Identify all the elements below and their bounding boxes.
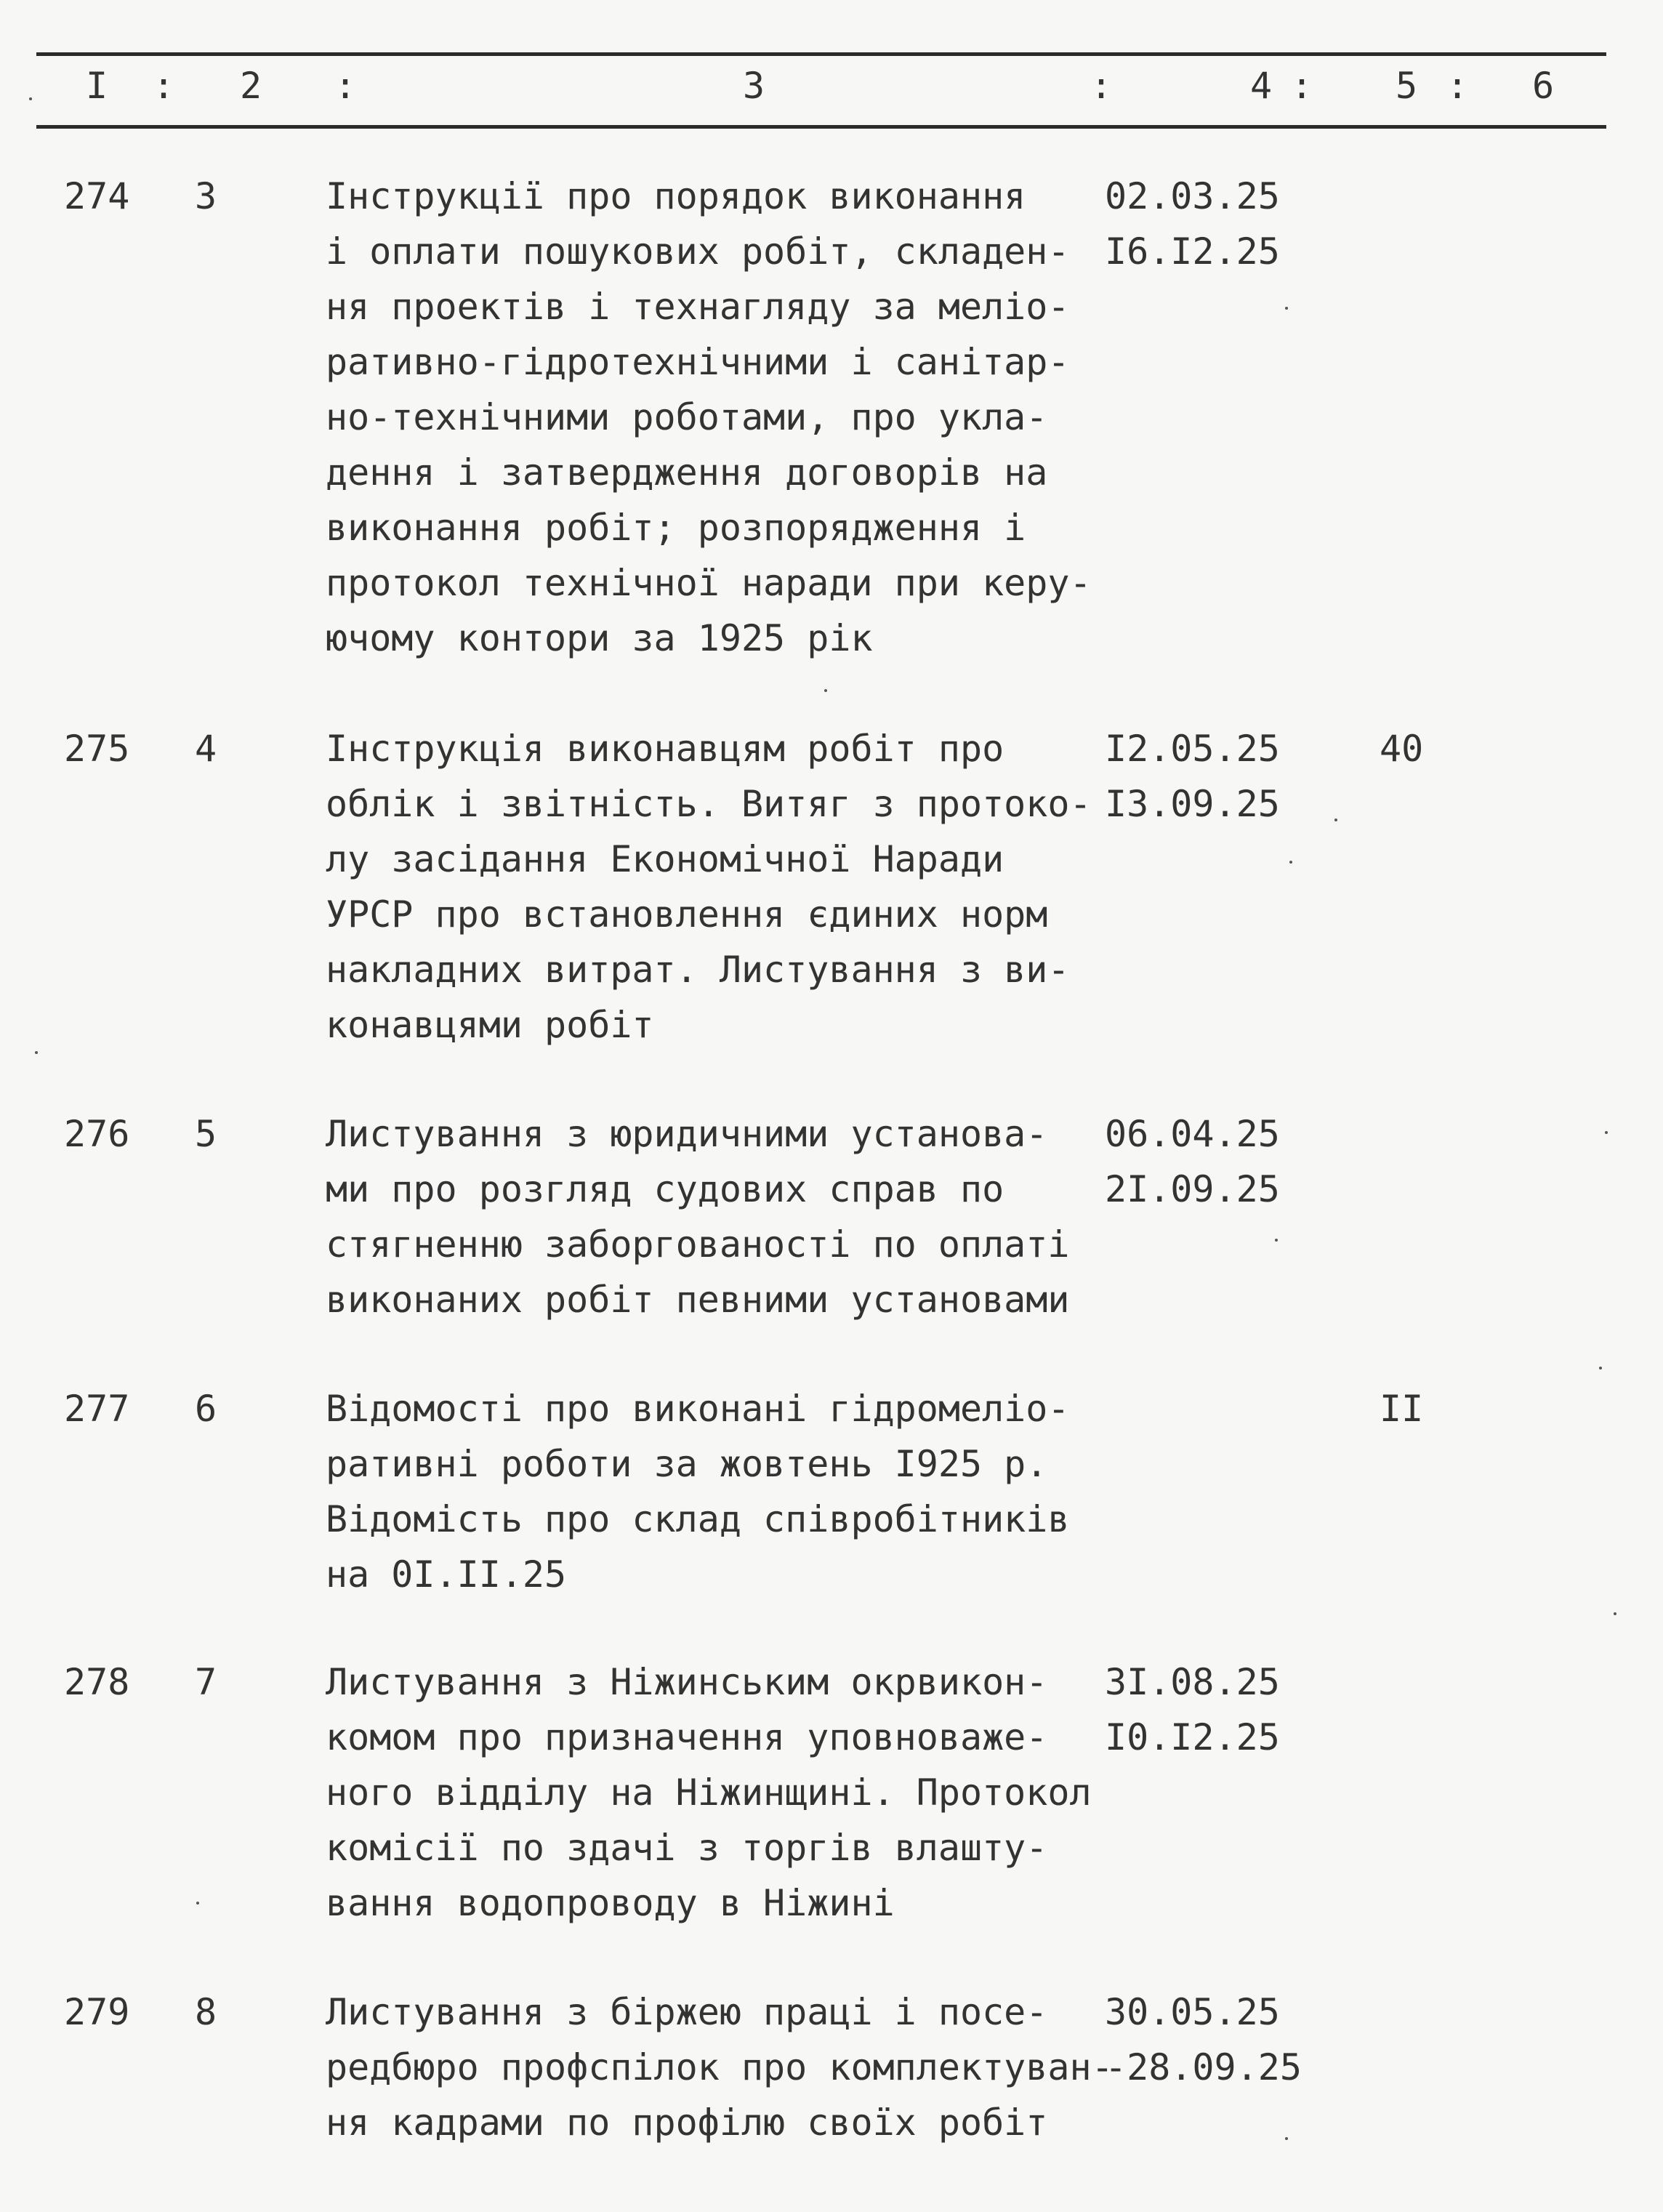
case-title-line: виконання робіт; розпорядження і xyxy=(326,507,1026,549)
date-start: 3I.08.25 xyxy=(1105,1661,1280,1703)
case-title xyxy=(326,169,1140,666)
date-range xyxy=(1105,1984,1302,2095)
ordinal-number: 7 xyxy=(195,1661,217,1703)
case-title-line: накладних витрат. Листування з ви- xyxy=(326,949,1070,991)
header-sep-4: : xyxy=(1291,65,1313,107)
case-title-line: но-технічними роботами, про укла- xyxy=(326,396,1048,438)
case-title-line: ративно-гідротехнічними і санітар- xyxy=(326,341,1070,383)
case-number: 279 xyxy=(64,1991,130,2033)
case-number: 275 xyxy=(64,728,130,770)
case-number: 278 xyxy=(64,1661,130,1703)
case-title-line: ня кадрами по профілю своїх робіт xyxy=(326,2102,1048,2144)
scan-speck xyxy=(1275,1239,1278,1242)
ordinal-number: 8 xyxy=(195,1991,217,2033)
case-title-line: Інструкції про порядок виконання xyxy=(326,175,1026,217)
header-col-4: 4 xyxy=(1250,65,1273,107)
header-sep-1: : xyxy=(153,65,175,107)
case-title-line: на 0I.II.25 xyxy=(326,1553,567,1596)
case-title-line: дення і затвердження договорів на xyxy=(326,451,1048,494)
scan-speck xyxy=(1605,1131,1608,1134)
page-count: II xyxy=(1380,1388,1424,1430)
case-title-line: Відомість про склад співробітників xyxy=(326,1498,1070,1540)
case-title-line: вання водопроводу в Ніжині xyxy=(326,1882,895,1924)
scan-speck xyxy=(1614,1612,1616,1615)
case-title-line: Листування з юридичними установа- xyxy=(326,1113,1048,1155)
case-number: 277 xyxy=(64,1388,130,1430)
case-number: 274 xyxy=(64,175,130,217)
date-start: 06.04.25 xyxy=(1105,1113,1280,1155)
case-title-line: Відомості про виконані гідромеліо- xyxy=(326,1388,1070,1430)
date-range xyxy=(1105,169,1280,279)
case-title xyxy=(326,1106,1140,1327)
case-title-line: протокол технічної наради при керу- xyxy=(326,562,1092,604)
date-range xyxy=(1105,721,1280,832)
header-col-5: 5 xyxy=(1396,65,1418,107)
case-title xyxy=(326,721,1140,1053)
case-title-line: комісії по здачі з торгів влашту- xyxy=(326,1827,1048,1869)
case-title-line: ючому контори за 1925 рік xyxy=(326,617,873,659)
case-title-line: стягненню заборгованості по оплаті xyxy=(326,1223,1070,1266)
scan-speck xyxy=(824,689,827,692)
scan-speck xyxy=(1289,861,1292,864)
header-bottom-rule xyxy=(36,125,1606,129)
case-title xyxy=(326,1984,1140,2150)
date-end: I6.I2.25 xyxy=(1105,230,1280,273)
case-title-line: ративні роботи за жовтень I925 р. xyxy=(326,1443,1048,1485)
header-col-3: 3 xyxy=(743,65,765,107)
case-title-line: ного відділу на Ніжинщині. Протокол xyxy=(326,1771,1092,1814)
header-sep-3: : xyxy=(1090,65,1113,107)
case-title xyxy=(326,1381,1140,1602)
date-end: -28.09.25 xyxy=(1105,2046,1302,2088)
case-title-line: виконаних робіт певними установами xyxy=(326,1279,1070,1321)
scan-speck xyxy=(1285,307,1288,310)
date-end: 2I.09.25 xyxy=(1105,1168,1280,1210)
scan-speck xyxy=(35,1051,38,1054)
case-title-line: Листування з Ніжинським окрвикон- xyxy=(326,1661,1048,1703)
date-start: I2.05.25 xyxy=(1105,728,1280,770)
case-title-line: лу засідання Економічної Наради xyxy=(326,838,1004,880)
ordinal-number: 6 xyxy=(195,1388,217,1430)
header-col-1: I xyxy=(86,65,108,107)
scan-speck xyxy=(196,1902,199,1905)
ordinal-number: 5 xyxy=(195,1113,217,1155)
ordinal-number: 3 xyxy=(195,175,217,217)
scan-speck xyxy=(1285,2137,1288,2140)
ordinal-number: 4 xyxy=(195,728,217,770)
case-title-line: Інструкція виконавцям робіт про xyxy=(326,728,1004,770)
header-col-2: 2 xyxy=(240,65,262,107)
date-start: 02.03.25 xyxy=(1105,175,1280,217)
header-sep-2: : xyxy=(334,65,357,107)
case-title-line: Листування з біржею праці і посе- xyxy=(326,1991,1048,2033)
case-title-line: облік і звітність. Витяг з протоко- xyxy=(326,783,1092,825)
date-range xyxy=(1105,1106,1280,1217)
date-range xyxy=(1105,1654,1280,1765)
header-top-rule xyxy=(36,52,1606,56)
date-start: 30.05.25 xyxy=(1105,1991,1280,2033)
case-title-line: ми про розгляд судових справ по xyxy=(326,1168,1004,1210)
date-end: I3.09.25 xyxy=(1105,783,1280,825)
case-title xyxy=(326,1654,1140,1931)
case-title-line: ня проектів і технагляду за меліо- xyxy=(326,286,1070,328)
case-title-line: редбюро профспілок про комплектуван- xyxy=(326,2046,1114,2088)
header-col-6: 6 xyxy=(1532,65,1555,107)
scan-speck xyxy=(1599,1367,1602,1370)
case-title-line: і оплати пошукових робіт, складен- xyxy=(326,230,1070,273)
case-title-line: комом про призначення уповноваже- xyxy=(326,1716,1048,1758)
scan-speck xyxy=(29,97,32,100)
case-title-line: УРСР про встановлення єдиних норм xyxy=(326,893,1048,936)
scan-speck xyxy=(1334,819,1337,821)
case-number: 276 xyxy=(64,1113,130,1155)
page-count: 40 xyxy=(1380,728,1424,770)
date-end: I0.I2.25 xyxy=(1105,1716,1280,1758)
case-title-line: конавцями робіт xyxy=(326,1004,654,1046)
header-sep-5: : xyxy=(1446,65,1469,107)
